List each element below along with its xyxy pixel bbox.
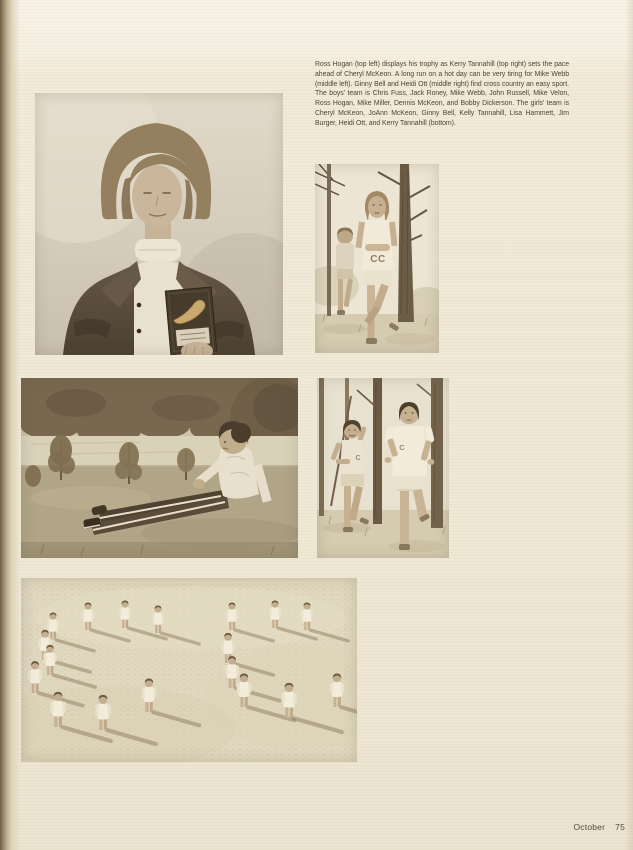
photo-team-group [21, 578, 357, 762]
photo-ross-hogan-trophy [35, 93, 283, 355]
page-right-edge [625, 0, 633, 850]
photo-kerry-tannahill-running [315, 164, 439, 353]
jersey-c-right-text: C [399, 443, 405, 452]
footer-page-number: 75 [615, 822, 625, 832]
photo-mike-webb-resting [21, 378, 298, 558]
page-footer [574, 822, 626, 832]
photo-caption: Ross Hogan (top left) displays his trophy as Kerry Tannahill (top right) sets the pace ahead of Cheryl McKeon. A long run on a hot day can be very tiring for Mike Webb (middle left). Ginny Bell and Heidi Ott (middle right) find cross country an easy sport. The boys' team is Chris Fuss, Jack Roney, Mike Webb, John Russell, Mike Velon, Ross Hogan, Mike Miller, Dennis McKeon, and Bobby Dickerson. The girls' team is Cheryl McKeon, JoAnn McKeon, Ginny Bell, Kelly Tannahill, Lisa Hammett, Jim Burger, Heidi Ott, and Kerry Tannahill (bottom). [315, 61, 569, 127]
photo-ginny-heidi-running [317, 378, 449, 558]
footer-month: October [573, 822, 606, 832]
binding-edge [0, 0, 20, 850]
jersey-c-left-text: C [355, 455, 361, 462]
jersey-cc-text: CC [370, 254, 386, 265]
